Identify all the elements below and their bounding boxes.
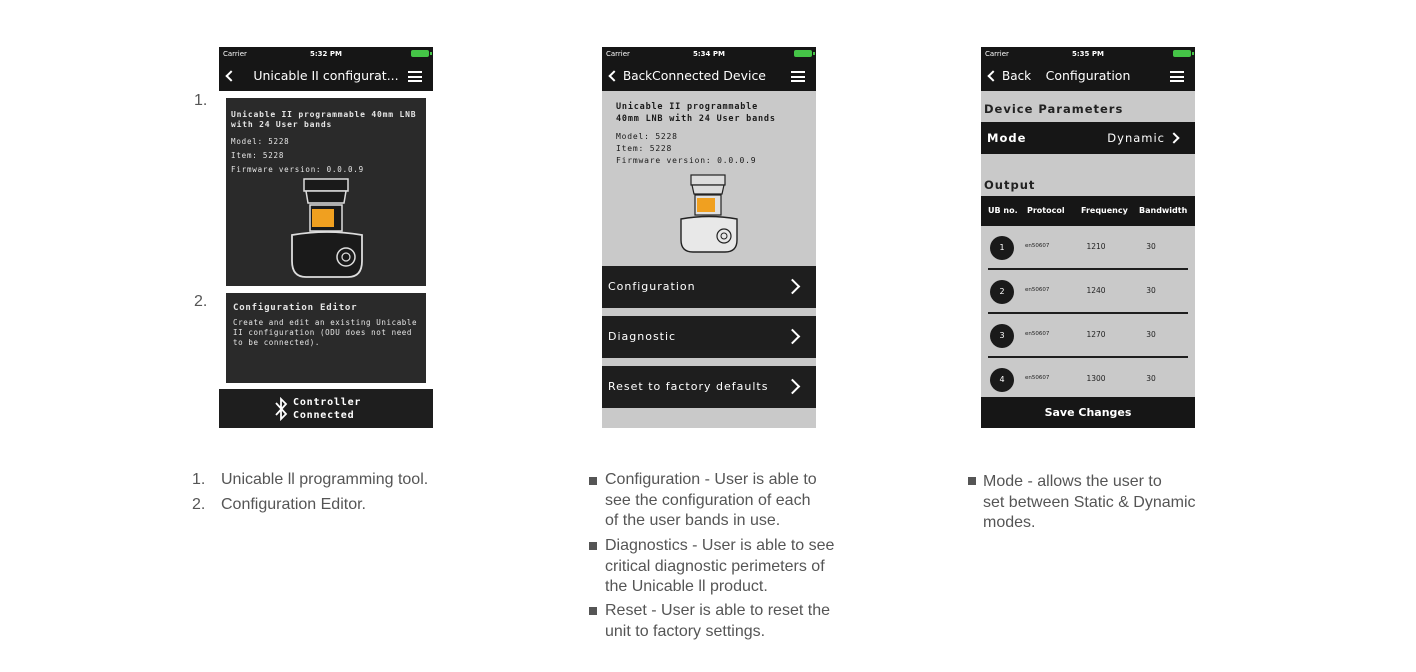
battery-icon [1173,50,1191,57]
col-protocol: Protocol [1027,206,1065,215]
battery-icon [794,50,812,57]
lnb-device-image [286,177,368,283]
caption-line: the Unicable ll product. [605,578,768,595]
col-bandwidth: Bandwidth [1139,206,1188,215]
caption-numbered-item [192,470,429,491]
editor-desc-line: Create and edit an existing Unicable [233,318,418,327]
device-card[interactable] [226,98,426,286]
device-name-line2: 40mm LNB with 24 User bands [616,114,776,124]
nav-title: Configuration [1045,68,1131,83]
bullet-marker [589,542,597,550]
bandwidth-cell: 30 [1146,374,1156,383]
device-name-line1: Unicable II programmable [616,102,759,112]
caption-line: Diagnostics - User is able to see [605,537,835,554]
battery-icon [411,50,429,57]
col-frequency: Frequency [1081,206,1128,215]
caption-line: see the configuration of each [605,491,811,509]
carrier-label: Carrier [985,50,1009,58]
caption-text: Configuration Editor. [221,496,366,513]
bullet-marker [968,477,976,485]
back-label: Back [623,69,653,83]
device-name-line2: with 24 User bands [231,120,333,129]
configuration-editor-card[interactable] [226,293,426,383]
caption-numbered-item [192,495,366,516]
chevron-right-icon [1168,132,1179,143]
chevron-right-icon [785,329,801,345]
caption-bullet-item [605,601,830,642]
lnb-device-image [677,174,741,260]
caption-line: Mode - allows the user to [983,473,1162,490]
ub-number: 2 [990,280,1014,304]
chevron-left-icon [987,70,998,81]
chevron-right-icon [785,379,801,395]
caption-line: unit to factory settings. [605,622,766,640]
back-button[interactable] [223,61,240,91]
caption-line: set between Static & Dynamic [983,493,1196,511]
table-row[interactable] [988,314,1188,358]
bullet-marker [589,607,597,615]
frequency-cell: 1210 [1086,242,1106,251]
caption-bullet-item [605,470,817,532]
device-firmware: Firmware version: 0.0.0.9 [231,165,364,174]
device-item: Item: 5228 [231,151,285,160]
mode-value: Dynamic [1107,131,1165,145]
device-item: Item: 5228 [616,144,673,153]
editor-desc-line: to be connected). [233,338,320,347]
caption-line: of the user bands in use. [605,512,781,529]
save-changes-button[interactable] [981,397,1195,428]
device-model: Model: 5228 [231,137,290,146]
table-row[interactable] [988,358,1188,402]
editor-desc-line: II configuration (ODU does not need [233,328,413,337]
phone-screen-programming-tool [219,47,433,428]
screen1-marker-2: 2. [194,293,208,310]
protocol-cell: en50607 [1025,243,1050,249]
hamburger-menu-icon[interactable] [408,71,422,82]
bullet-marker [589,477,597,485]
caption-text: Unicable ll programming tool. [221,471,429,488]
caption-line: Reset - User is able to reset the [605,602,830,619]
caption-marker: 1. [192,471,206,488]
protocol-cell: en50607 [1025,287,1050,293]
col-ub: UB no. [988,206,1018,215]
ub-number: 3 [990,324,1014,348]
nav-title: Connected Device [651,68,767,83]
carrier-label: Carrier [223,50,247,58]
phone-screen-configuration [981,47,1195,428]
nav-bar [602,61,816,91]
device-model: Model: 5228 [616,132,678,141]
device-parameters-heading: Device Parameters [984,102,1124,116]
screen1-marker-1: 1. [194,92,208,109]
protocol-cell: en50607 [1025,375,1050,381]
status-bar [602,47,816,61]
caption-line: Configuration - User is able to [605,471,817,488]
editor-title: Configuration Editor [233,303,358,313]
back-label: Back [1002,69,1032,83]
menu-item-configuration[interactable] [602,266,816,308]
status-time: 5:34 PM [693,50,725,58]
caption-line: modes. [983,514,1036,531]
mode-row[interactable] [981,122,1195,154]
controller-line1: Controller [293,397,362,408]
controller-line2: Connected [293,410,355,421]
bandwidth-cell: 30 [1146,330,1156,339]
frequency-cell: 1300 [1086,374,1106,383]
carrier-label: Carrier [606,50,630,58]
table-row[interactable] [988,226,1188,270]
caption-line: critical diagnostic perimeters of [605,557,825,575]
hamburger-menu-icon[interactable] [791,71,805,82]
caption-bullet-item [605,536,834,598]
bluetooth-icon [274,397,288,421]
menu-item-label: Configuration [608,280,696,293]
status-time: 5:35 PM [1072,50,1104,58]
nav-bar [981,61,1195,91]
nav-title: Unicable II configurat... [253,68,399,83]
phone-screen-connected-device [602,47,816,428]
frequency-cell: 1240 [1086,286,1106,295]
caption-marker: 2. [192,496,206,513]
menu-item-reset[interactable] [602,366,816,408]
mode-label: Mode [987,131,1027,145]
hamburger-menu-icon[interactable] [1170,71,1184,82]
status-bar [981,47,1195,61]
bandwidth-cell: 30 [1146,242,1156,251]
table-row[interactable] [988,270,1188,314]
output-heading: Output [984,178,1036,192]
chevron-right-icon [785,279,801,295]
chevron-left-icon [608,70,619,81]
frequency-cell: 1270 [1086,330,1106,339]
output-table-header [981,196,1195,226]
status-time: 5:32 PM [310,50,342,58]
menu-item-label: Diagnostic [608,330,677,343]
menu-item-label: Reset to factory defaults [608,380,769,393]
status-bar [219,47,433,61]
protocol-cell: en50607 [1025,331,1050,337]
ub-number: 4 [990,368,1014,392]
bandwidth-cell: 30 [1146,286,1156,295]
chevron-left-icon [225,70,236,81]
nav-bar [219,61,433,91]
device-firmware: Firmware version: 0.0.0.9 [616,156,757,165]
controller-status-bar [219,389,433,428]
menu-item-diagnostic[interactable] [602,316,816,358]
caption-bullet-item [983,472,1196,534]
save-changes-label: Save Changes [1044,406,1132,419]
ub-number: 1 [990,236,1014,260]
device-name-line1: Unicable II programmable 40mm LNB [231,110,417,119]
